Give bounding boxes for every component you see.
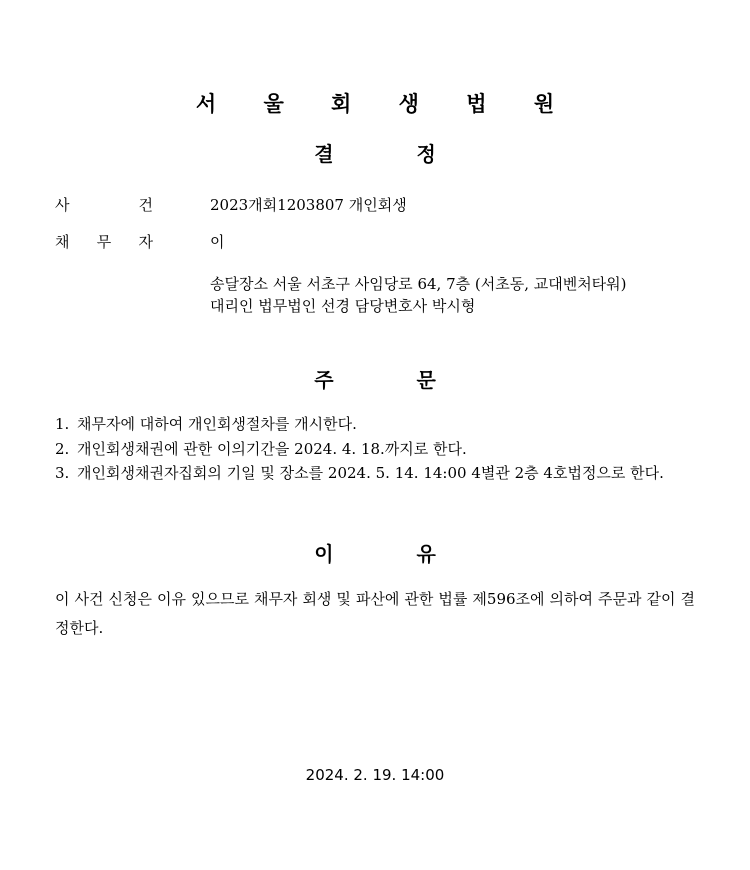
case-label: 사 건 — [55, 196, 153, 214]
case-value: 2023개회1203807 개인회생 — [210, 196, 407, 214]
reason-text: 이 사건 신청은 이유 있으므로 채무자 회생 및 파산에 관한 법률 제596조에 의하여 주문과 같이 결정한다. — [55, 590, 695, 637]
court-name: 서 울 회 생 법 원 — [195, 92, 575, 116]
order-item-text: 개인회생채권자집회의 기일 및 장소를 2024. 5. 14. 14:00 4별관 2층 4호법정으로 한다. — [77, 464, 664, 482]
debtor-representative: 대리인 법무법인 선경 담당변호사 박시형 — [210, 297, 476, 315]
order-item-number: 1. — [55, 415, 70, 433]
order-item — [55, 461, 695, 486]
order-item — [55, 437, 695, 462]
order-item-number: 2. — [55, 439, 70, 458]
decision-date: 2024. 2. 19. 14:00 — [305, 766, 445, 784]
order-item-text: 개인회생채권에 관한 이의기간을 2024. 4. 18.까지로 한다. — [77, 439, 467, 458]
debtor-address: 송달장소 서울 서초구 사임당로 64, 7층 (서초동, 교대벤처타워) — [210, 275, 627, 293]
debtor-label: 채 무 자 — [55, 233, 153, 251]
order-item — [55, 412, 695, 437]
order-item-number: 3. — [55, 464, 70, 482]
debtor-name: 이 — [210, 233, 225, 251]
order-item-text: 채무자에 대하여 개인회생절차를 개시한다. — [77, 415, 357, 433]
reason-heading: 이 유 — [314, 542, 436, 566]
order-list — [55, 412, 695, 486]
document-type-heading: 결 정 — [314, 142, 436, 166]
order-heading: 주 문 — [314, 368, 436, 392]
